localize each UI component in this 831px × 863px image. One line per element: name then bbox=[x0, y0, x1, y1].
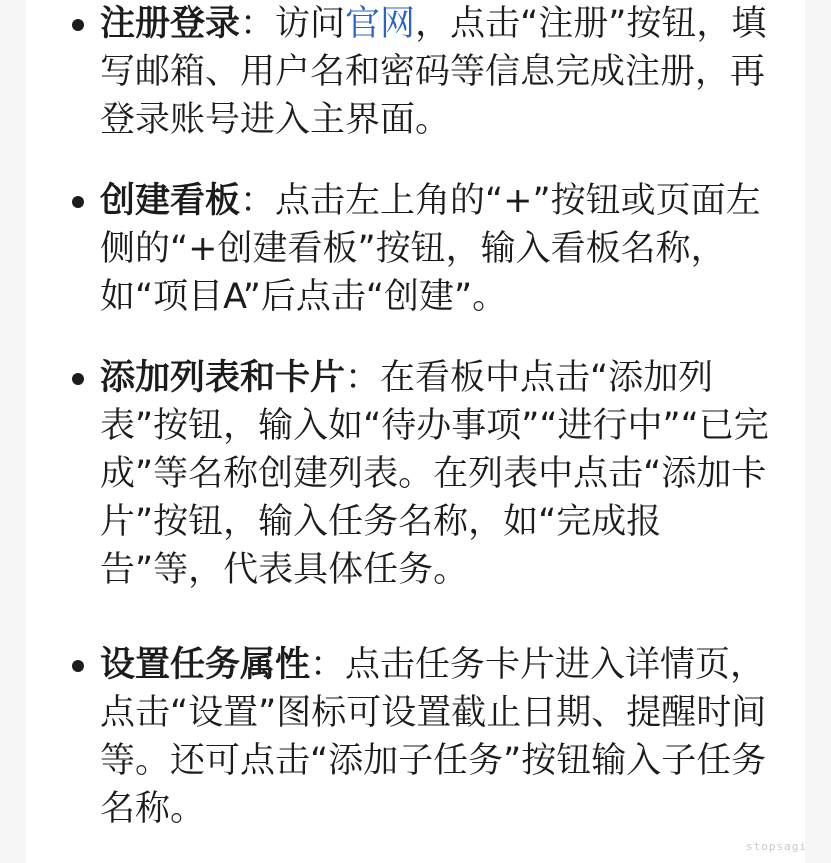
bullet-icon bbox=[72, 196, 84, 208]
list-item-register bbox=[72, 0, 772, 144]
title-colon: ： bbox=[240, 181, 276, 221]
bullet-icon bbox=[72, 660, 84, 672]
item-title: 创建看板 bbox=[100, 181, 241, 221]
item-title: 添加列表和卡片 bbox=[100, 358, 346, 398]
item-title: 设置任务属性 bbox=[100, 645, 311, 685]
title-colon: ： bbox=[240, 4, 276, 44]
watermark: stopsagi bbox=[746, 840, 807, 853]
item-text: 在看板中点击“添加列表”按钮，输入如“待办事项”“进行中”“已完成”等名称创建列表。在列表中点击“添加卡片”按钮，输入任务名称，如“完成报告”等，代表具体任务。 bbox=[100, 358, 769, 590]
item-text: 访问 bbox=[275, 4, 346, 44]
item-title: 注册登录 bbox=[100, 4, 241, 44]
list-item-task-properties bbox=[72, 641, 772, 833]
title-colon: ： bbox=[345, 358, 381, 398]
bullet-icon bbox=[72, 373, 84, 385]
list-item-add-lists-cards bbox=[72, 354, 772, 594]
list-item-create-board bbox=[72, 177, 772, 321]
title-colon: ： bbox=[310, 645, 346, 685]
item-text: 点击任务卡片进入详情页，点击“设置”图标可设置截止日期、提醒时间等。还可点击“添加子任务”按钮输入子任务名称。 bbox=[100, 645, 767, 829]
official-site-link[interactable]: 官网 bbox=[345, 4, 416, 44]
item-text: ，点击“注册”按钮，填写邮箱、用户名和密码等信息完成注册，再登录账号进入主界面。 bbox=[100, 4, 767, 140]
item-text: 点击左上角的“+”按钮或页面左侧的“+创建看板”按钮，输入看板名称，如“项目A”后点击“创建”。 bbox=[100, 181, 761, 317]
bullet-icon bbox=[72, 19, 84, 31]
